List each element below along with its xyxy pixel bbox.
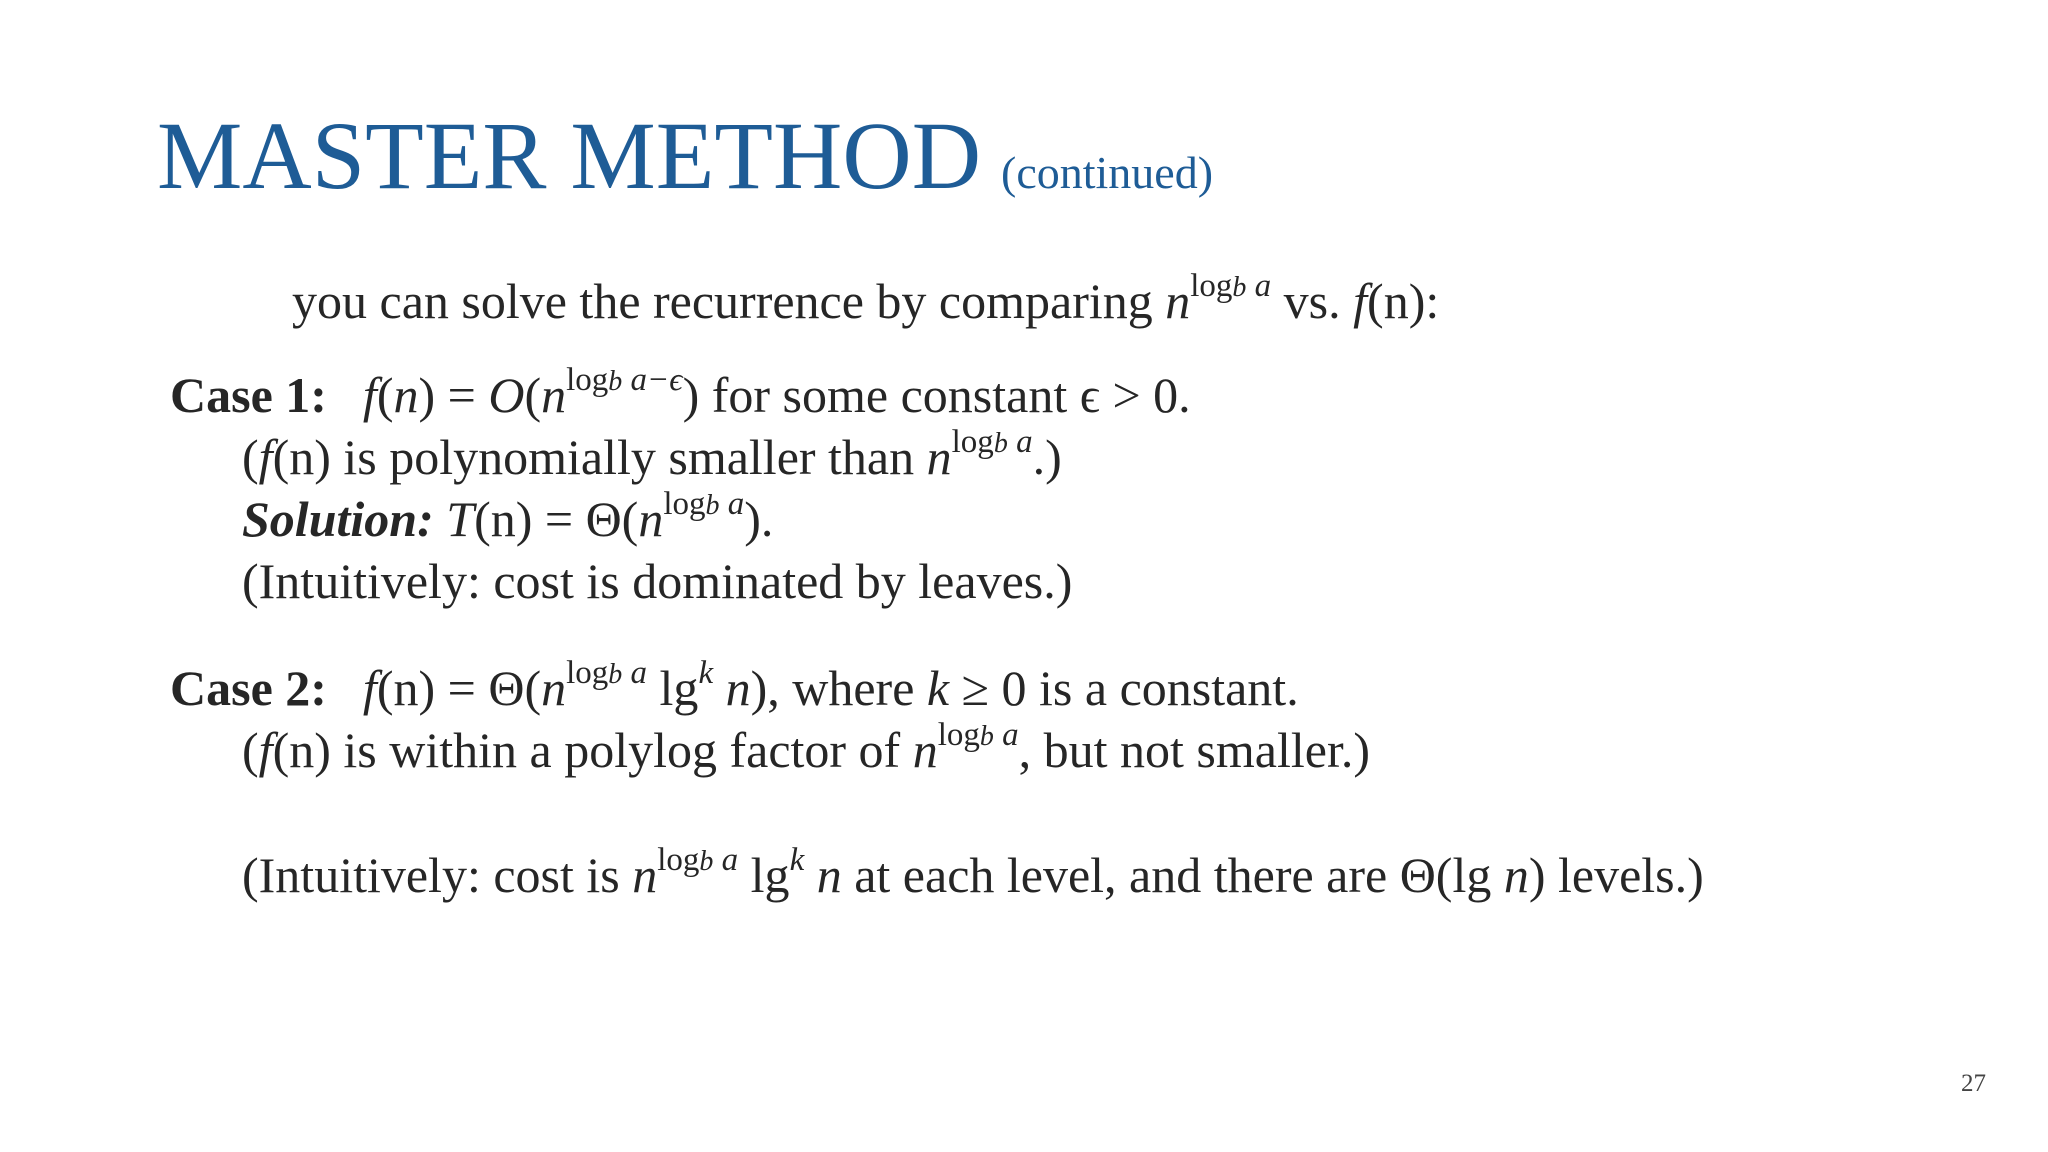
case2-intuition-suffix: ) levels.) (1528, 847, 1704, 903)
case2-statement (170, 655, 1299, 716)
intro-exp-log: log (1190, 268, 1233, 304)
case2-lg-n: n (713, 660, 751, 716)
case1-intuition: (Intuitively: cost is dominated by leaves.) (242, 553, 1073, 609)
case2-intuition-lg-n: n (804, 847, 842, 903)
case2-f: f (362, 660, 377, 716)
intro-exponent (1190, 268, 1271, 304)
case1-exp-log: log (566, 362, 609, 398)
case1-note-arg: (n) (272, 429, 331, 485)
case2-intuition-exp-log: log (657, 842, 700, 878)
case1-f-n: n (393, 367, 419, 423)
case1-note-close: .) (1032, 429, 1062, 485)
case1-eq: = (435, 367, 489, 423)
intro-n: n (1165, 273, 1191, 329)
case2-note-exponent (938, 717, 1019, 753)
case2-n: n (541, 660, 567, 716)
case1-note-f: f (258, 429, 273, 485)
case1-solution-t: T (433, 491, 475, 547)
case2-label: Case 2: (170, 660, 327, 716)
case2-note-close: , but not smaller.) (1018, 722, 1370, 778)
case1-f-close: ) (418, 367, 436, 423)
case2-intuition-n2: n (1503, 847, 1529, 903)
intro-f-arg: (n) (1367, 273, 1426, 329)
case2-note-n: n (912, 722, 938, 778)
case1-tail: for some constant ϵ > 0. (699, 367, 1191, 423)
case1-note-open: ( (242, 429, 259, 485)
case1-solution-arg: (n) (474, 491, 533, 547)
case1-label: Case 1: (170, 367, 327, 423)
case2-intuition-lg-exp: k (789, 842, 805, 878)
case1-note-exp-a: a (1007, 424, 1033, 460)
case1-solution-exponent (663, 486, 744, 522)
case2-note-exp-log: log (937, 717, 980, 753)
case1-open: ( (524, 367, 542, 423)
case2-exp-base: b (608, 659, 623, 690)
case2-lg: lg (647, 660, 699, 716)
case1-note-text: is polynomially smaller than (330, 429, 927, 485)
intro-exp-a: a (1246, 268, 1272, 304)
case2-intuition-exponent (657, 842, 738, 878)
case1-n: n (541, 367, 567, 423)
case2-intuition (242, 842, 1704, 903)
slide-title (157, 102, 1214, 209)
case1-note-exponent (952, 424, 1033, 460)
case1-solution-eq: = Θ( (532, 491, 639, 547)
case2-intuition-exp-base: b (699, 846, 714, 877)
case1-exp-base: b (608, 366, 623, 397)
case2-note (242, 717, 1370, 778)
case1-big-o: O (488, 367, 525, 423)
case1-f-open: ( (376, 367, 394, 423)
case1-solution-exp-base: b (705, 490, 720, 521)
case2-tail: ≥ 0 is a constant. (949, 660, 1299, 716)
case2-intuition-exp-a: a (713, 842, 739, 878)
case2-note-arg: (n) (272, 722, 331, 778)
case2-note-exp-a: a (993, 717, 1019, 753)
case2-close: ), where (750, 660, 927, 716)
case2-intuition-lg: lg (738, 847, 790, 903)
title-main: MASTER METHOD (157, 102, 982, 209)
title-subtitle: (continued) (1001, 147, 1214, 198)
intro-prefix: you can solve the recurrence by comparing (292, 273, 1166, 329)
case2-lg-exponent (698, 655, 713, 691)
intro-middle: vs. (1271, 273, 1354, 329)
case2-exp-a: a (622, 655, 648, 691)
case2-k: k (926, 660, 950, 716)
case1-note-exp-log: log (951, 424, 994, 460)
case2-exponent (566, 655, 647, 691)
case1-exp-rest: a−ϵ (622, 362, 683, 398)
case1-f: f (362, 367, 377, 423)
case2-note-f: f (258, 722, 273, 778)
case2-lg-exp: k (698, 655, 714, 691)
case1-solution-exp-log: log (663, 486, 706, 522)
case1-solution-exp-a: a (719, 486, 745, 522)
case1-note-n: n (926, 429, 952, 485)
intro-f: f (1353, 273, 1368, 329)
intro-line (292, 268, 1440, 329)
case2-f-arg: (n) (376, 660, 436, 716)
case2-intuition-prefix: (Intuitively: cost is (242, 847, 633, 903)
case2-intuition-n: n (632, 847, 658, 903)
case2-note-text: is within a polylog factor of (330, 722, 913, 778)
case1-close: ) (682, 367, 700, 423)
case1-solution (242, 486, 774, 547)
case2-note-exp-base: b (979, 721, 994, 752)
case1-solution-n: n (638, 491, 664, 547)
case1-exponent (566, 362, 682, 398)
page-number: 27 (1961, 1070, 1986, 1097)
case1-solution-label: Solution: (242, 491, 434, 547)
case1-note (242, 424, 1062, 485)
case2-eq: = Θ( (435, 660, 542, 716)
case1-statement (170, 362, 1191, 423)
case2-intuition-mid: at each level, and there are Θ(lg (841, 847, 1504, 903)
case2-exp-log: log (566, 655, 609, 691)
case2-note-open: ( (242, 722, 259, 778)
case1-solution-close: ). (744, 491, 774, 547)
intro-exp-base: b (1232, 272, 1247, 303)
case1-note-exp-base: b (993, 428, 1008, 459)
intro-suffix: : (1425, 273, 1440, 329)
case2-intuition-lg-exponent (790, 842, 805, 878)
